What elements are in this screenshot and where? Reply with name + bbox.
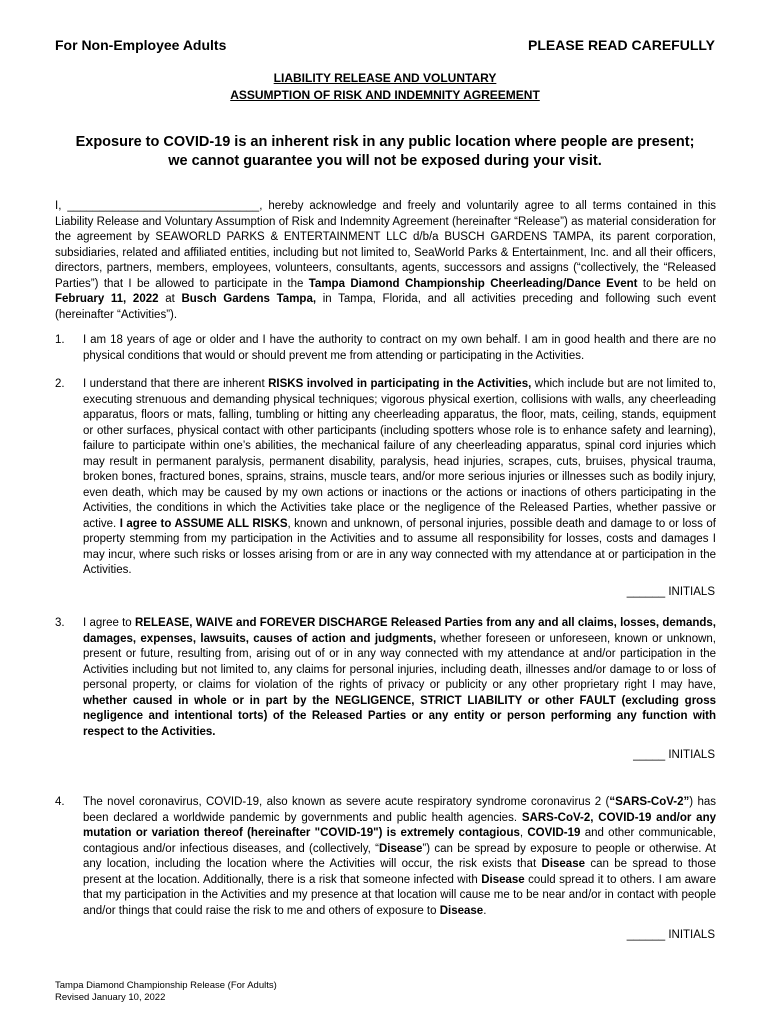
clause-4 — [55, 795, 716, 919]
clause-1 — [55, 333, 716, 364]
clause-text — [83, 616, 716, 740]
clause-text-part: The novel coronavirus, COVID-19, also known as severe acute respiratory syndrome coronavirus 2 ( — [83, 796, 610, 808]
clause-text-part: I understand that there are inherent — [83, 378, 269, 390]
footer-revision: Revised January 10, 2022 — [55, 992, 166, 1003]
header-notice: PLEASE READ CAREFULLY — [528, 37, 715, 53]
covid-notice-line2: we cannot guarantee you will not be exposed during your visit. — [168, 153, 602, 169]
clause-text — [83, 377, 716, 579]
clause-number: 3. — [55, 617, 65, 629]
event-name: Tampa Diamond Championship Cheerleading/Dance Event — [308, 277, 638, 290]
intro-paragraph — [55, 199, 716, 323]
clause-text-bold: “SARS-CoV-2” — [609, 796, 690, 808]
agreement-title-line2: ASSUMPTION OF RISK AND INDEMNITY AGREEMENT — [230, 88, 540, 102]
clause-text-bold: RELEASE, WAIVE and FOREVER DISCHARGE Released Parties from any and all claims, losses, demands, damages, expenses, lawsuits, causes of action and judgments, — [83, 617, 716, 645]
header-audience: For Non-Employee Adults — [55, 37, 227, 53]
clause-text — [83, 795, 716, 919]
clause-number: 2. — [55, 378, 65, 390]
clause-number: 4. — [55, 796, 65, 808]
clause-text-part: can be spread to those present at the location. Additionally, there is a risk that someone infected with — [83, 858, 716, 886]
agreement-title-line1: LIABILITY RELEASE AND VOLUNTARY — [273, 71, 497, 85]
clause-text-part: could spread it to others. I am aware that my participation in the Activities and my presence at that location will cause me to be near and/or in contact with people and/or things that could raise the risk to me and others of exposure to — [83, 873, 716, 917]
clause-text-part: ) has been declared a worldwide pandemic by governments and public health agencies. — [83, 796, 716, 824]
clause-text-part: whether foreseen or unforeseen, known or unknown, present or future, resulting from, arising out of or in any way connected with my attendance at and/or participation in the Activities including but not limited to, any claims for personal injuries, including death, illnesses and/or damage to or loss of personal property, or claims for violation of the rights of privacy or publicity or any other proprietary right I may have, — [83, 632, 716, 691]
clause-text-bold: I agree to ASSUME ALL RISKS — [119, 517, 288, 530]
clause-number: 1. — [55, 334, 65, 346]
event-date: February 11, 2022 — [55, 293, 159, 305]
clause-text-part: and other communicable, contagious and/or infectious diseases, and (collectively, “ — [83, 827, 717, 855]
clause-text-part: . — [483, 904, 487, 917]
clause-text-bold: Disease — [439, 904, 484, 917]
clause-text-bold: SARS-CoV-2, COVID-19 and/or any mutation or variation thereof (hereinafter "COVID-19") is extremely contagious — [83, 811, 716, 839]
clause-3 — [55, 616, 716, 740]
clause-text-part: which include but are not limited to, executing strenuous and demanding physical techniques; vigorous physical exertion, collisions with walls, any cheerleading apparatus, floors or mats, falling, tumbling or hitting any cheerleading apparatus, the floor, mats, ceiling, stands, equipment or other surfaces, physical contact with other participants (including spotters whose role is to enhance safety and learning), failure to participate within one’s abilities, the mechanical failure of any cheerleading apparatus, spinal cord injuries which may result in permanent paralysis, permanent disability, paralysis, head injuries, scrapes, cuts, bruises, physical trauma, broken bones, fractured bones, sprains, strains, muscle tears, and/or more serious injuries or illnesses such as bodily injury, even death, which may be caused by my own actions or inactions or the actions or inactions of others participating in the Activities, the conditions in which the Activities take place or the negligence of the Released Parties, whether passive or active. — [83, 378, 717, 530]
footer-title: Tampa Diamond Championship Release (For Adults) — [55, 980, 277, 991]
covid-notice-line1: Exposure to COVID-19 is an inherent risk in any public location where people are present; — [75, 134, 695, 150]
covid-notice — [40, 133, 730, 171]
intro-text-1: I, ______________________________, hereby acknowledge and freely and voluntarily agree to all terms contained in this Liability Release and Voluntary Assumption of Risk and Indemnity Agreement (hereinafter “Release”) as material consideration for the agreement by SEAWORLD PARKS & ENTERTAINMENT LLC d/b/a BUSCH GARDENS TAMPA, its parent corporation, subsidiaries, related and affiliated entities, including but not limited to, SeaWorld Parks & Entertainment, Inc. and all their officers, directors, partners, members, employees, volunteers, consultants, agents, successors and assigns (“collectively, the “Released Parties”) that I be allowed to participate in the — [55, 200, 716, 290]
clause-text-part: , — [519, 827, 528, 839]
clause-text-bold: RISKS involved in participating in the Activities, — [268, 378, 532, 390]
intro-text-2: to be held on — [637, 277, 716, 290]
clause-text-part: I agree to — [83, 617, 135, 629]
clause-text: I am 18 years of age or older and I have the authority to contract on my own behalf. I am in good health and there are no physical conditions that would or should prevent me from attending or participating in the Activities. — [83, 334, 716, 362]
intro-text-3: at — [158, 293, 182, 305]
clause-2 — [55, 377, 716, 579]
initials-line-3[interactable]: _____ INITIALS — [633, 749, 715, 761]
intro-text-4: in Tampa, Florida, and all activities preceding and following such event (hereinafter “Activities”). — [55, 293, 716, 321]
clause-text-bold: Disease — [541, 858, 585, 870]
clause-text-part: , known and unknown, of personal injuries, possible death and damage to or loss of property stemming from my participation in the Activities and to assume all responsibility for losses, costs and damages I may incur, where such risks or losses arising from or are in any way connected with my attendance at or participation in the Activities. — [83, 517, 716, 576]
clause-text-bold: whether caused in whole or in part by the NEGLIGENCE, STRICT LIABILITY or other FAULT (excluding gross negligence and intentional torts) of the Released Parties or any entity or person performing any function with respect to the Activities. — [83, 694, 716, 738]
clause-text-bold: COVID-19 — [527, 827, 581, 839]
initials-line-2[interactable]: ______ INITIALS — [626, 586, 715, 598]
initials-line-4[interactable]: ______ INITIALS — [626, 929, 715, 941]
clause-text-part: ”) can be spread by exposure to people or otherwise. At any location, including the location where the Activities will occur, the risk exists that — [83, 842, 717, 870]
event-venue: Busch Gardens Tampa, — [181, 293, 317, 305]
document-footer — [55, 980, 277, 1004]
clause-text-bold: Disease — [378, 842, 423, 855]
clause-text-bold: Disease — [481, 873, 525, 886]
